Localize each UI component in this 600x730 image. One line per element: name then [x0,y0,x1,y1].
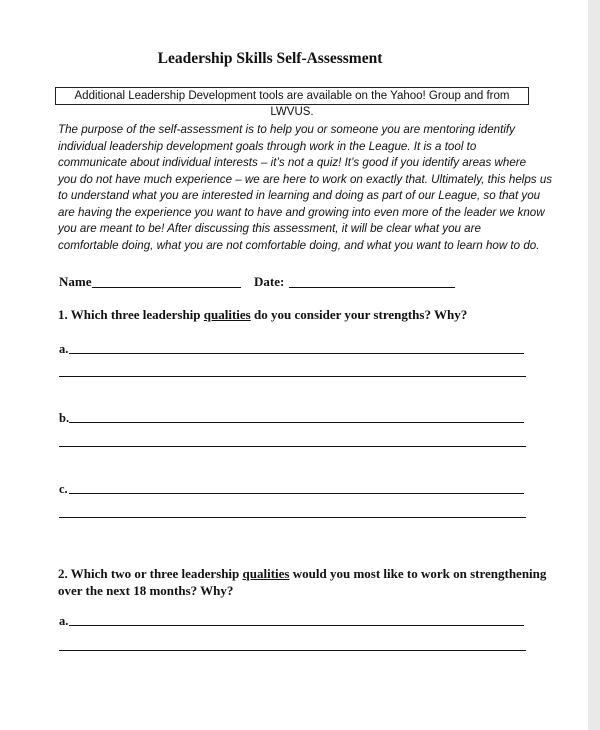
question-2-line-2: over the next 18 months? Why? [58,583,234,598]
intro-line: The purpose of the self-assessment is to help you or someone you are mentoring identify [58,123,515,136]
intro-line: individual leadership development goals through work in the League. It is a tool to [58,139,477,153]
answer-line[interactable] [69,422,524,423]
answer-label: c. [59,482,68,496]
answer-line[interactable] [59,376,526,377]
question-1-text-end: do you consider your strengths? Why? [250,307,468,322]
answer-line[interactable] [69,353,524,354]
question-1-underlined-word: qualities [203,307,251,322]
intro-line: communicate about individual interests – it’s not a quiz! It’s good if you identify areas where [58,156,527,169]
resources-notice-box: Additional Leadership Development tools are available on the Yahoo! Group and from LWVUS. [55,87,529,105]
answer-label: a. [59,342,69,356]
answer-line[interactable] [59,650,526,651]
answer-label: b. [59,411,70,425]
document-title: Leadership Skills Self-Assessment [157,50,383,67]
answer-label: a. [59,614,69,628]
answer-line[interactable] [69,493,524,494]
question-1-text-start: 1. Which three leadership [58,307,204,322]
answer-line[interactable] [69,625,524,626]
intro-line: to understand what you are interested in learning and doing as part of our League, so that you [58,189,541,202]
question-1 [58,306,467,323]
intro-line: comfortable doing, what you are not comfortable doing, and what you want to learn how to do. [58,238,540,252]
name-label: Name [59,274,92,289]
intro-line: you are meant to be! After discussing this assessment, it will be clear what you are [58,222,481,235]
intro-line: you do not have much experience – we are here to work on exactly that. Ultimately, this helps us [58,172,553,186]
date-label: Date: [254,274,285,289]
answer-line[interactable] [59,517,526,518]
question-2-text-start: 2. Which two or three leadership [58,566,243,581]
question-2 [58,565,546,582]
question-2-underlined-word: qualities [242,566,290,581]
question-2-text-end: would you most like to work on strengthening [289,566,547,581]
viewer-edge [588,0,600,730]
intro-line: are having the experience you want to have and growing into even more of the leader we know [58,205,545,219]
answer-line[interactable] [59,446,526,447]
date-blank-line[interactable] [289,287,455,288]
name-blank-line[interactable] [92,287,241,288]
